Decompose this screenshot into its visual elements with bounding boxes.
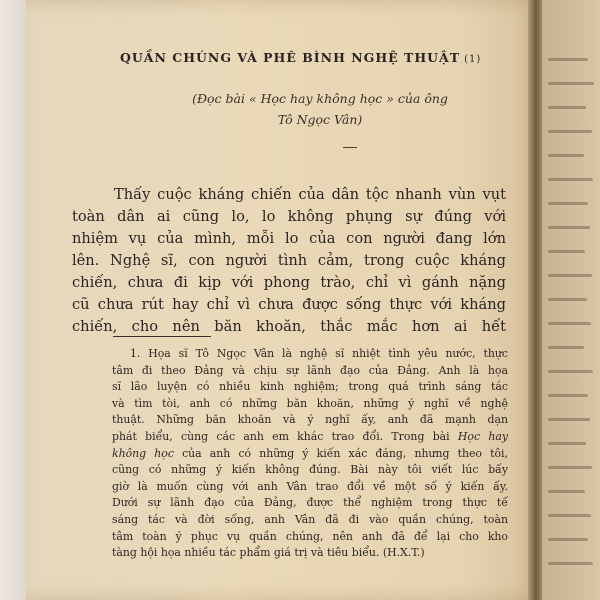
footnote-divider xyxy=(113,336,211,337)
title-text: QUẦN CHÚNG VÀ PHÊ BÌNH NGHỆ THUẬT xyxy=(120,50,461,65)
footnote-article-title: không học xyxy=(112,446,174,460)
footnote-line: tâm toàn ý phục vụ quần chúng, nên anh đã để lại cho kho xyxy=(112,529,508,543)
subtitle-line-1: (Đọc bài « Học hay không học » của ông xyxy=(192,91,448,106)
facing-page-text xyxy=(548,418,590,421)
facing-page-text xyxy=(548,466,592,469)
body-line: chiến, chưa đi kịp với phong trào, chỉ vì gánh nặng xyxy=(72,274,506,291)
facing-page-text xyxy=(548,58,588,61)
background-edge xyxy=(0,0,26,600)
footnote-text: của anh có những ý kiến xác đáng, nhưng theo tôi, xyxy=(173,446,508,460)
section-dash xyxy=(343,147,357,148)
facing-page-text xyxy=(548,154,584,157)
title-footnote-mark: (1) xyxy=(464,54,482,65)
footnote-article-title: Học hay xyxy=(457,429,509,443)
footnote-line: cũng có những ý kiến không đúng. Bài này tôi viết lúc bấy xyxy=(112,463,508,477)
facing-page-text xyxy=(548,490,585,493)
body-line: cũ chưa rút hay chỉ vì chưa được sống thực với kháng xyxy=(72,296,506,313)
facing-page-text xyxy=(548,538,588,541)
facing-page-text xyxy=(548,250,585,253)
facing-page-text xyxy=(548,298,587,301)
facing-page-text xyxy=(548,226,590,229)
footnote xyxy=(112,346,508,562)
facing-page-text xyxy=(548,202,588,205)
body-line: chiến, cho nên băn khoăn, thắc mắc hơn ai hết xyxy=(72,318,506,335)
footnote-line: Dưới sự lãnh đạo của Đảng, được thể nghiệm trong thực tế xyxy=(112,496,508,510)
facing-page-text xyxy=(548,370,593,373)
footnote-line: sáng tác và đời sống, anh Vân đã đi vào quần chúng, toàn xyxy=(112,512,508,526)
subtitle-line-2: Tô Ngọc Vân) xyxy=(277,112,363,127)
facing-page-text xyxy=(548,82,594,85)
body-line: lên. Nghệ sĩ, con người tình cảm, trong cuộc kháng xyxy=(72,252,506,269)
book-gutter xyxy=(528,0,542,600)
facing-page-text xyxy=(548,442,586,445)
footnote-line: sĩ lão luyện có nhiều kinh nghiệm; trong quá trình sáng tác xyxy=(112,380,508,394)
facing-page-text xyxy=(548,274,592,277)
body-line: nhiệm vụ của mình, mỗi lo của con người đang lớn xyxy=(72,230,506,247)
page-title xyxy=(120,50,520,65)
facing-page-text xyxy=(548,130,592,133)
body-line: toàn dân ai cũng lo, lo không phụng sự đúng với xyxy=(72,208,506,225)
footnote-line: 1. Họa sĩ Tô Ngọc Vân là nghệ sĩ nhiệt tình yêu nước, thực xyxy=(130,347,508,360)
footnote-line: tâm đi theo Đảng và chịu sự lãnh đạo của Đảng. Anh là họa xyxy=(112,363,508,377)
body-line: Thấy cuộc kháng chiến của dân tộc nhanh vùn vụt xyxy=(114,186,506,203)
facing-page-text xyxy=(548,562,593,565)
footnote-line xyxy=(112,446,508,463)
facing-page-text xyxy=(548,394,588,397)
footnote-line: thuật. Những băn khoăn và ý nghĩ ấy, anh đã mạnh dạn xyxy=(112,413,508,427)
facing-page-text xyxy=(548,346,584,349)
facing-page-text xyxy=(548,178,593,181)
facing-page-text xyxy=(548,106,586,109)
footnote-text: phát biểu, cùng các anh em khác trao đổi. Trong bài xyxy=(112,429,458,443)
facing-page xyxy=(542,0,600,600)
footnote-line xyxy=(112,429,508,446)
facing-page-text xyxy=(548,322,591,325)
body-paragraph xyxy=(72,184,506,338)
footnote-line: và tìm tòi, anh có những băn khoăn, những ý nghĩ về nghệ xyxy=(112,396,508,410)
facing-page-text xyxy=(548,514,591,517)
subtitle xyxy=(170,88,470,130)
footnote-line: giờ là muốn cùng với anh Vân trao đổi về một số ý kiến ấy. xyxy=(112,479,508,493)
footnote-line: tàng hội họa nhiều tác phẩm giá trị và tiêu biểu. (H.X.T.) xyxy=(112,546,425,560)
